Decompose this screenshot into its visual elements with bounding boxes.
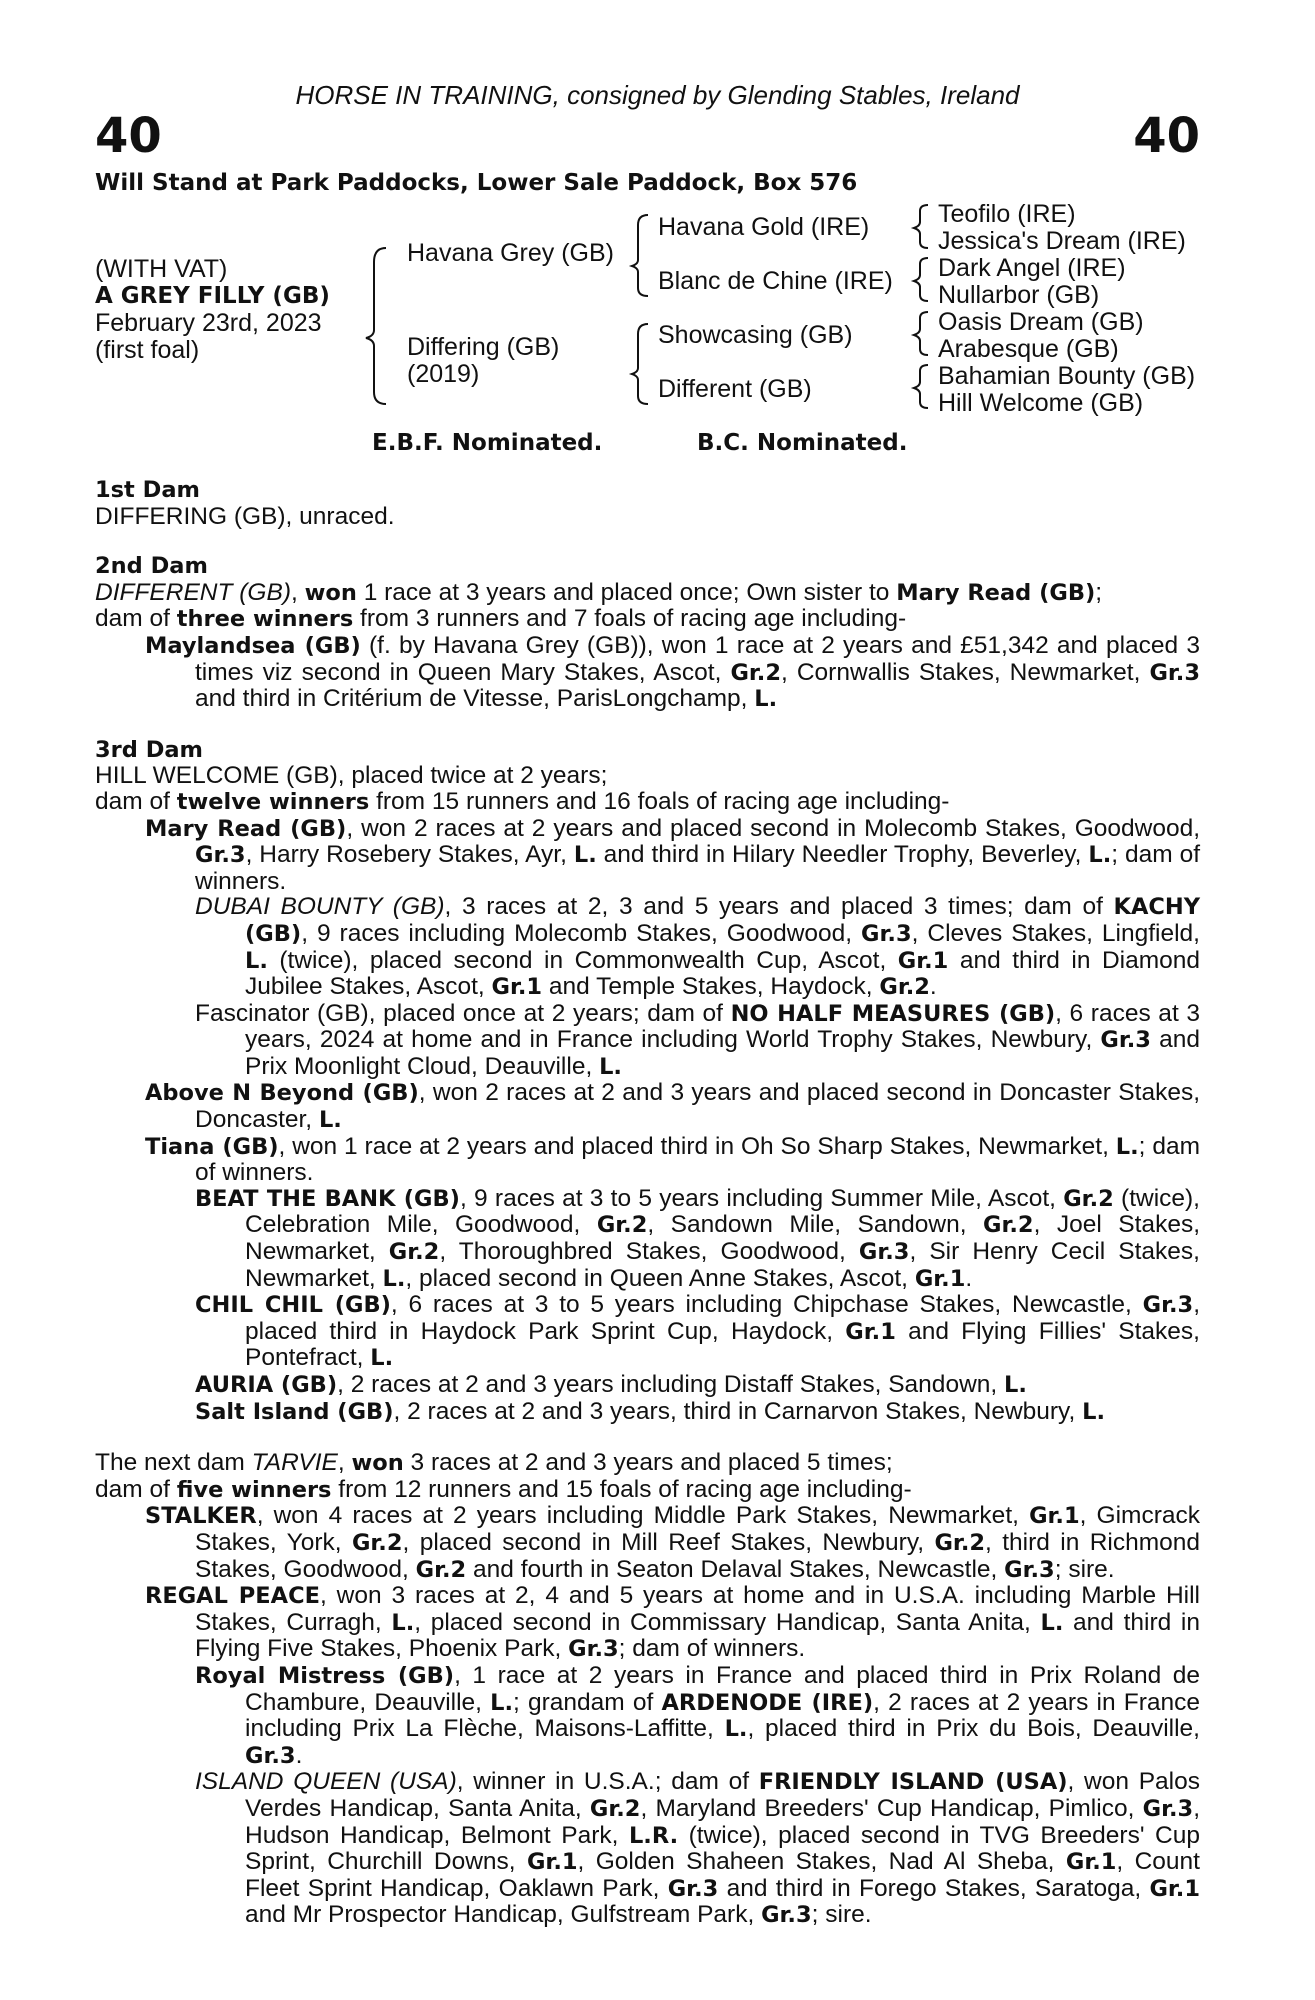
second-dam-heading: 2nd Dam <box>95 553 208 580</box>
horse-dob: February 23rd, 2023 <box>95 309 322 337</box>
next-dam-line: The next dam TARVIE, won 3 races at 2 and 3 years and placed 5 times; <box>95 1449 893 1477</box>
ped-ddd: Hill Welcome (GB) <box>938 389 1144 417</box>
sire-name: Havana Grey (GB) <box>407 239 615 267</box>
horse-foal-note: (first foal) <box>95 336 200 364</box>
dam-name: Differing (GB) <box>407 333 560 361</box>
bracket-col2-top <box>632 215 648 296</box>
second-dam-line: DIFFERENT (GB), won 1 race at 3 years and placed once; Own sister to Mary Read (GB); <box>95 578 1103 606</box>
ped-dds: Bahamian Bounty (GB) <box>938 362 1196 390</box>
ped-sds: Dark Angel (IRE) <box>938 254 1126 282</box>
third-dam-line: HILL WELCOME (GB), placed twice at 2 years; <box>95 762 608 790</box>
bracket-col1 <box>366 248 386 404</box>
progeny-royal-mistress: Royal Mistress (GB), 1 race at 2 years in France and placed third in Prix Roland de Chambure, Deauville, L.; grandam of ARDENODE (IRE), 2 races at 2 years in France including Prix La Flèche, Maisons-Laffitte, L., placed third in Prix du Bois, Deauville, Gr.3. <box>195 1661 1201 1769</box>
stable-location: Will Stand at Park Paddocks, Lower Sale Paddock, Box 576 <box>95 170 858 196</box>
progeny-dubai-bounty: DUBAI BOUNTY (GB), 3 races at 2, 3 and 5 years and placed 3 times; dam of KACHY (GB), 9 races including Molecomb Stakes, Goodwood, Gr.3, Cleves Stakes, Lingfield, L. (twice), placed second in Commonwealth Cup, Ascot, Gr.1 and third in Diamond Jubilee Stakes, Ascot, Gr.1 and Temple Stakes, Haydock, Gr.2. <box>195 893 1201 1001</box>
progeny-tiana: Tiana (GB), won 1 race at 2 years and placed third in Oh So Sharp Stakes, Newmarket, L.; dam of winners. <box>145 1132 1200 1187</box>
ebf-nominated: E.B.F. Nominated. <box>372 430 603 456</box>
ped-ssd: Jessica's Dream (IRE) <box>938 227 1186 255</box>
progeny-salt-island: Salt Island (GB), 2 races at 2 and 3 years, third in Carnarvon Stakes, Newbury, L. <box>195 1397 1105 1425</box>
progeny-maylandsea: Maylandsea (GB) (f. by Havana Grey (GB)), won 1 race at 2 years and £51,342 and placed 3 times viz second in Queen Mary Stakes, Ascot, Gr.2, Cornwallis Stakes, Newmarket, Gr.3 and third in Critérium de Vitesse, ParisLongchamp, L. <box>145 631 1200 713</box>
progeny-regal-peace: REGAL PEACE, won 3 races at 2, 4 and 5 years at home and in U.S.A. including Marble Hill Stakes, Curragh, L., placed second in Commissary Handicap, Santa Anita, L. and third in Flying Five Stakes, Phoenix Park, Gr.3; dam of winners. <box>145 1582 1200 1663</box>
progeny-beat-the-bank: BEAT THE BANK (GB), 9 races at 3 to 5 years including Summer Mile, Ascot, Gr.2 (twice), Celebration Mile, Goodwood, Gr.2, Sandown Mile, Sandown, Gr.2, Joel Stakes, Newmarket, Gr.2, Thoroughbred Stakes, Goodwood, Gr.3, Sir Henry Cecil Stakes, Newmarket, L., placed second in Queen Anne Stakes, Ascot, Gr.1. <box>195 1184 1200 1292</box>
horse-name: A GREY FILLY (GB) <box>95 283 330 309</box>
third-dam-produce: dam of twelve winners from 15 runners and 16 foals of racing age including- <box>95 787 950 815</box>
lot-number-left: 40 <box>95 108 162 164</box>
lot-number-right: 40 <box>1133 108 1200 164</box>
progeny-stalker: STALKER, won 4 races at 2 years including Middle Park Stakes, Newmarket, Gr.1, Gimcrack Stakes, York, Gr.2, placed second in Mill Reef Stakes, Newbury, Gr.2, third in Richmond Stakes, Goodwood, Gr.2 and fourth in Seaton Delaval Stakes, Newcastle, Gr.3; sire. <box>145 1502 1200 1583</box>
ped-sss: Teofilo (IRE) <box>938 200 1076 228</box>
ped-dsd: Arabesque (GB) <box>938 335 1119 363</box>
first-dam-heading: 1st Dam <box>95 477 200 503</box>
progeny-chil-chil: CHIL CHIL (GB), 6 races at 3 to 5 years including Chipchase Stakes, Newcastle, Gr.3, placed third in Haydock Park Sprint Cup, Haydock, Gr.1 and Flying Fillies' Stakes, Pontefract, L. <box>195 1291 1200 1372</box>
third-dam-heading: 3rd Dam <box>95 736 203 763</box>
bc-nominated: B.C. Nominated. <box>697 430 908 456</box>
own-sister-link: Mary Read (GB) <box>896 579 1096 606</box>
sire-sire: Havana Gold (IRE) <box>658 213 870 241</box>
progeny-auria: AURIA (GB), 2 races at 2 and 3 years including Distaff Stakes, Sandown, L. <box>195 1371 1027 1398</box>
second-dam-produce: dam of three winners from 3 runners and 7 foals of racing age including- <box>95 605 907 633</box>
progeny-island-queen: ISLAND QUEEN (USA), winner in U.S.A.; dam of FRIENDLY ISLAND (USA), won Palos Verdes Handicap, Santa Anita, Gr.2, Maryland Breeders' Cup Handicap, Pimlico, Gr.3, Hudson Handicap, Belmont Park, L.R. (twice), placed second in TVG Breeders' Cup Sprint, Churchill Downs, Gr.1, Golden Shaheen Stakes, Nad Al Sheba, Gr.1, Count Fleet Sprint Handicap, Oaklawn Park, Gr.3 and third in Forego Stakes, Saratoga, Gr.1 and Mr Prospector Handicap, Gulfstream Park, Gr.3; sire. <box>195 1768 1201 1929</box>
progeny-mary-read: Mary Read (GB), won 2 races at 2 years and placed second in Molecomb Stakes, Goodwood, Gr.3, Harry Rosebery Stakes, Ayr, L. and third in Hilary Needler Trophy, Beverley, L.; dam of winners. <box>145 814 1201 895</box>
catalogue-header: HORSE IN TRAINING, consigned by Glending Stables, Ireland <box>295 80 1020 110</box>
catalogue-body <box>95 478 1200 1929</box>
progeny-fascinator: Fascinator (GB), placed once at 2 years; dam of NO HALF MEASURES (GB), 6 races at 3 years, 2024 at home and in France including World Trophy Stakes, Newbury, Gr.3 and Prix Moonlight Cloud, Deauville, L. <box>195 999 1200 1080</box>
second-dam-name: DIFFERENT (GB) <box>95 578 291 606</box>
vat-label: (WITH VAT) <box>95 255 228 283</box>
next-dam-produce: dam of five winners from 12 runners and 15 foals of racing age including- <box>95 1475 912 1503</box>
ped-dss: Oasis Dream (GB) <box>938 308 1144 336</box>
progeny-above-n-beyond: Above N Beyond (GB), won 2 races at 2 and 3 years and placed second in Doncaster Stakes, Doncaster, L. <box>145 1079 1200 1134</box>
dam-dam: Different (GB) <box>658 375 812 403</box>
dam-year: (2019) <box>407 360 480 388</box>
sire-dam: Blanc de Chine (IRE) <box>658 267 893 295</box>
bracket-col2-bottom <box>632 324 648 404</box>
first-dam-text: DIFFERING (GB), unraced. <box>95 502 395 530</box>
ped-sdd: Nullarbor (GB) <box>938 281 1100 309</box>
dam-sire: Showcasing (GB) <box>658 321 853 349</box>
